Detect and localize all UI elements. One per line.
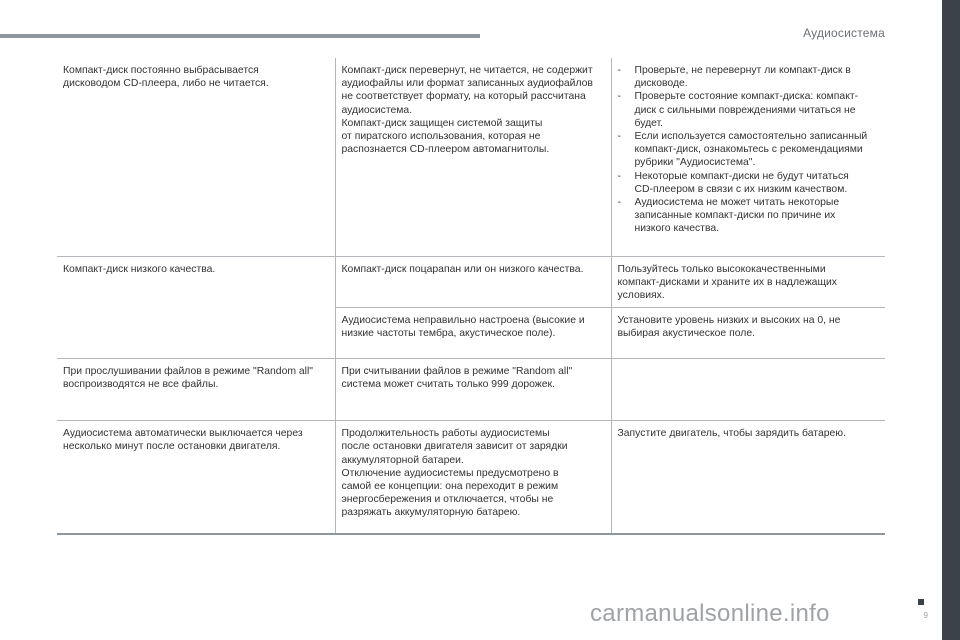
text-line: При считывании файлов в режиме "Random all" [341,366,573,378]
text-line: несколько минут после остановки двигателя. [63,441,281,453]
cause-cell [335,308,611,359]
troubleshooting-table [57,58,885,535]
text-line: Аудиосистема не может читать некоторые [634,197,840,209]
text-line: Проверьте состояние компакт-диска: компакт- [634,91,859,103]
text-line: Аудиосистема автоматически выключается через [63,428,303,440]
solution-cell [611,58,885,256]
text-line: Продолжительность работы аудиосистемы [341,428,550,440]
bullet-dash: - [617,197,621,209]
text-line: Проверьте, не перевернут ли компакт-диск в [634,65,851,76]
text-line: CD-плеером в связи с их низким качеством. [634,183,848,195]
header-rule [0,34,480,38]
text-line: компакт-дисками и храните их в надлежащих [617,276,837,288]
text-line: Компакт-диск постоянно выбрасывается [63,65,259,76]
text-line: низкие частоты тембра, акустическое поле). [341,328,556,340]
page-number: 9 [923,611,928,620]
list-item [618,64,880,90]
solution-cell [611,308,885,359]
text-line: выбирая акустическое поле. [617,328,755,340]
bullet-dash: - [617,91,621,103]
text-line: после остановки двигателя зависит от зарядки [341,441,568,453]
text-line: аккумуляторной батареи. [341,454,464,466]
table-row [57,359,885,421]
text-line: распознается CD-плеером автомагнитолы. [341,144,550,156]
text-line: от пиратского использования, которая не [341,131,541,143]
bullet-dash: - [617,131,621,143]
text-line: При прослушивании файлов в режиме "Random all" [63,366,313,378]
side-band [942,0,960,640]
section-title: Аудиосистема [803,26,885,40]
list-item [618,170,880,196]
text-line: дисководом CD-плеера, либо не читается. [63,78,269,90]
problem-cell [57,256,335,359]
text-line: Запустите двигатель, чтобы зарядить батарею. [617,428,846,440]
problem-cell [57,359,335,421]
text-line: дисководе. [634,78,688,90]
problem-cell [57,58,335,256]
text-line: самой ее концепции: она переходит в режим [341,480,559,492]
text-line: воспроизводятся не все файлы. [63,379,219,391]
solution-cell [611,421,885,534]
text-line: энергосбережения и отключается, чтобы не [341,494,554,506]
text-line: Аудиосистема неправильно настроена (высокие и [341,315,585,327]
solution-cell-empty [611,359,885,421]
table-row [57,256,885,308]
solution-cell [611,256,885,308]
text-line: условиях. [617,289,665,301]
text-line: система может считать только 999 дорожек. [341,379,555,391]
text-line: разряжать аккумуляторную батарею. [341,507,521,519]
text-line: рубрики "Аудиосистема". [634,157,756,169]
list-item [618,130,880,170]
solution-list [618,64,880,236]
text-line: диск с сильными повреждениями читаться не [634,104,856,116]
text-line: Компакт-диск перевернут, не читается, не содержит [341,65,593,76]
text-line: Некоторые компакт-диски не будут читаться [634,170,849,182]
text-line: аудиофайлы или формат записанных аудиофайлов [341,78,593,90]
text-line: Если используется самостоятельно записанный [634,131,868,143]
cause-cell [335,359,611,421]
text-line: аудиосистема. [341,104,413,116]
text-line: записанные компакт-диски по причине их [634,210,836,222]
text-line: Отключение аудиосистемы предусмотрено в [341,467,559,479]
text-line: компакт-диск, ознакомьтесь с рекомендациями [634,144,863,156]
text-line: Установите уровень низких и высоких на 0, не [617,315,841,327]
list-item [618,196,880,236]
bullet-dash: - [617,170,621,182]
text-line: Компакт-диск поцарапан или он низкого качества. [341,263,584,275]
table-row [57,58,885,256]
page-marker-square [918,599,924,605]
cause-cell [335,256,611,308]
table-row [57,421,885,534]
watermark-text: carmanualsonline.info [590,600,830,627]
text-line: Компакт-диск низкого качества. [63,263,216,275]
list-item [618,90,880,130]
text-line: не соответствует формату, на который рассчитана [341,91,586,103]
bullet-dash: - [617,65,621,76]
cause-cell [335,421,611,534]
text-line: Компакт-диск защищен системой защиты [341,117,543,129]
text-line: будет. [634,117,664,129]
cause-cell [335,58,611,256]
problem-cell [57,421,335,534]
text-line: низкого качества. [634,223,720,235]
text-line: Пользуйтесь только высококачественными [617,263,826,275]
